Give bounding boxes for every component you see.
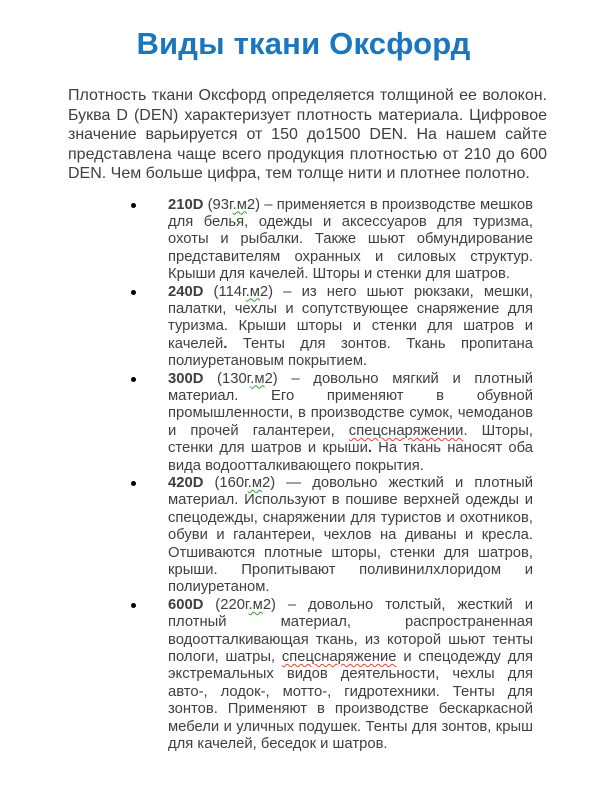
page-title: Виды ткани Оксфорд (136, 26, 471, 61)
spelling-flagged-text: спецснаряжение (281, 649, 397, 666)
item-text: 2) – применяется в производстве мешков для белья, одежды и аксессуаров для туризма, охоты и рыбалки. Также шьют обмундирование представителям охранных и силовых структур. Крыши для качелей. Шторы и стенки для шатров. (168, 196, 534, 283)
grammar-flagged-text: .м (245, 283, 260, 300)
list-item (168, 597, 533, 754)
item-text: 2) — довольно жесткий и плотный материал. Используют в пошиве верхней одежды и спецодежды, снаряжении для туристов и охотников, обуви и галантереи, чехлов на диваны и кресла. Отшиваются плотные шторы, стенки для шатров, крыши. Пропитывают поливинилхлоридом и полиуретаном. (168, 475, 533, 596)
density-label: 240D (168, 283, 204, 300)
grammar-flagged-text: .м (247, 475, 263, 491)
spelling-flagged-text: спецснаряжении (348, 422, 464, 439)
document-page (0, 26, 607, 811)
item-text: (93г (203, 196, 233, 213)
grammar-flagged-text: .м (232, 196, 247, 213)
item-text: (114г (203, 283, 246, 300)
item-text: (220г (203, 596, 249, 613)
item-text: и спецодежду для экстремальных видов деятельности, чехлы для авто-, лодок-, мотто-, гидротехники. Тенты для зонтов. Применяют в производстве бескаркасной мебели и уличных подушек. Тенты для зонтов, крыш для качелей, беседок и шатров. (168, 649, 533, 753)
item-text: 2) – довольно толстый, жесткий и плотный материал, распространенная водоотталкивающая ткань, из которой шьют тенты пологи, шатры, (168, 596, 533, 666)
item-text: 2) – из него шьют рюкзаки, мешки, палатки, чехлы и сопутствующее снаряжение для туризма. Крыши шторы и стенки для шатров и качелей (168, 283, 533, 352)
item-text: (160г (203, 475, 248, 491)
density-label: . (223, 335, 228, 352)
density-label: 210D (168, 196, 204, 213)
item-text: На ткань наносят оба вида водоотталкивающего покрытия. (168, 440, 533, 474)
grammar-flagged-text: .м (250, 370, 265, 387)
density-label: 420D (168, 475, 204, 491)
fabric-types-list (0, 197, 533, 754)
item-text: Тенты для зонтов. Ткань пропитана полиуретановым покрытием. (168, 335, 533, 370)
density-label: 300D (168, 370, 204, 387)
item-text: . Шторы, стенки для шатров и крыши (168, 422, 533, 457)
intro-paragraph: Плотность ткани Оксфорд определяется толщиной ее волокон. Буква D (DEN) характеризует плотность материала. Цифровое значение варьируется от 150 до1500 DEN. На нашем сайте представлена чаще всего продукция плотностью от 210 до 600 DEN. Чем больше цифра, тем толще нити и плотнее полотно. (68, 87, 547, 182)
item-text: (130г (203, 370, 251, 387)
list-item (168, 371, 533, 475)
grammar-flagged-text: .м (248, 596, 263, 613)
list-item (168, 284, 533, 371)
density-label: 600D (168, 596, 204, 613)
item-text: 2) – довольно мягкий и плотный материал. Его применяют в обувной промышленности, в производстве сумок, чемоданов и прочей галантереи, (168, 370, 533, 439)
density-label: . (367, 440, 372, 457)
list-item (168, 475, 533, 597)
list-item (168, 197, 533, 284)
